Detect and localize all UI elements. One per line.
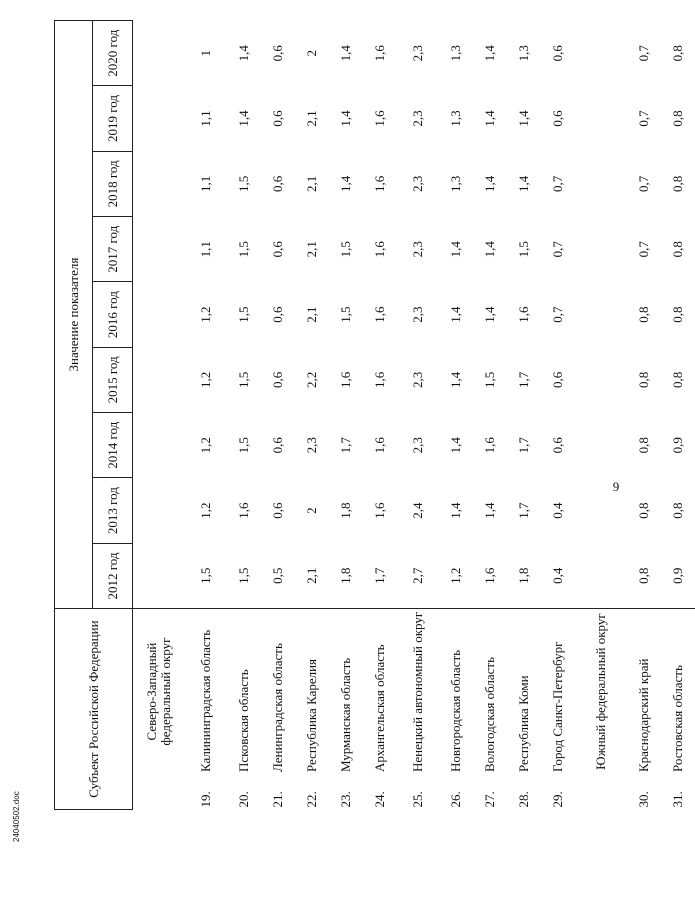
value-cell [133, 21, 185, 86]
section-name: Северо-Западный федеральный округ [133, 609, 185, 774]
value-cell: 1,4 [515, 110, 531, 127]
table-row [261, 21, 295, 810]
value-cell: 1,2 [197, 306, 213, 323]
value-cell [575, 478, 627, 543]
value-cell: 1,2 [197, 502, 213, 519]
value-cell: 1,4 [481, 110, 497, 127]
value-cell [133, 543, 185, 608]
value-cell: 1,6 [371, 437, 387, 454]
value-cell: 0,6 [269, 437, 285, 454]
rotated-content [22, 20, 685, 880]
value-cell [133, 151, 185, 216]
value-cell: 1,7 [515, 371, 531, 389]
value-cell: 2,1 [303, 175, 319, 193]
row-number: 25. [409, 791, 425, 808]
value-cell: 2,1 [303, 567, 319, 584]
value-cell: 2,2 [303, 371, 319, 389]
value-cell: 1,2 [197, 371, 213, 389]
value-cell: 1,6 [371, 175, 387, 193]
value-cell: 2,3 [409, 241, 425, 258]
header-year: 2018 год [93, 151, 133, 216]
region-name: Архангельская область [363, 609, 397, 774]
value-cell: 1,8 [337, 502, 353, 519]
value-cell: 1,6 [481, 437, 497, 454]
value-cell: 1,7 [337, 437, 353, 454]
value-cell [575, 217, 627, 282]
value-cell: 1,7 [515, 437, 531, 454]
value-cell: 1,6 [371, 502, 387, 519]
table-row [507, 21, 541, 810]
value-cell: 0,8 [635, 306, 651, 323]
region-name: Новгородская область [439, 609, 473, 774]
value-cell: 0,9 [669, 437, 685, 454]
value-cell: 2,3 [409, 437, 425, 454]
value-cell: 0,6 [269, 502, 285, 519]
value-cell: 1,5 [515, 241, 531, 258]
value-cell: 1,5 [235, 241, 251, 258]
value-cell [133, 413, 185, 478]
value-cell: 1,4 [481, 45, 497, 62]
region-name: Калининградская область [185, 609, 227, 774]
row-number [133, 774, 185, 809]
value-cell: 2,1 [303, 241, 319, 258]
table-row [473, 21, 507, 810]
value-cell: 1,7 [371, 567, 387, 584]
value-cell: 0,8 [635, 371, 651, 389]
value-cell: 1,2 [197, 437, 213, 454]
value-cell: 1,4 [481, 502, 497, 519]
value-cell: 0,7 [635, 175, 651, 193]
table-section-row [575, 21, 627, 810]
row-number: 24. [371, 791, 387, 808]
footer-code: 24040502.doc [12, 791, 21, 842]
table-row [363, 21, 397, 810]
value-cell [133, 478, 185, 543]
value-cell: 0,6 [549, 110, 565, 127]
table-row [397, 21, 439, 810]
value-cell [575, 543, 627, 608]
header-value-group: Значение показателя [55, 21, 93, 609]
value-cell: 0,7 [635, 45, 651, 62]
value-cell [575, 86, 627, 151]
value-cell: 1,1 [197, 110, 213, 127]
value-cell: 0,6 [269, 45, 285, 62]
value-cell: 1,3 [447, 110, 463, 127]
value-cell: 0,7 [549, 175, 565, 193]
table-row [661, 21, 695, 810]
row-number: 23. [337, 791, 353, 808]
value-cell: 2,1 [303, 306, 319, 323]
value-cell: 1,4 [481, 175, 497, 193]
value-cell: 1,4 [337, 175, 353, 193]
value-cell: 2,3 [409, 45, 425, 62]
value-cell: 1,4 [447, 306, 463, 323]
value-cell: 1,6 [481, 567, 497, 584]
header-year: 2016 год [93, 282, 133, 347]
header-year: 2012 год [93, 543, 133, 608]
header-year: 2019 год [93, 86, 133, 151]
value-cell: 0,7 [549, 306, 565, 323]
value-cell: 1,3 [515, 45, 531, 62]
value-cell: 0,6 [269, 306, 285, 323]
value-cell: 1,6 [371, 241, 387, 258]
value-cell: 0,8 [669, 502, 685, 519]
value-cell: 1,4 [235, 45, 251, 62]
value-cell: 1,4 [447, 502, 463, 519]
value-cell: 1,5 [235, 567, 251, 584]
value-cell: 0,8 [669, 110, 685, 127]
value-cell: 1,5 [337, 241, 353, 258]
value-cell: 2,4 [409, 502, 425, 519]
value-cell: 1,5 [235, 437, 251, 454]
value-cell: 1,6 [337, 371, 353, 389]
region-name: Ленинградская область [261, 609, 295, 774]
value-cell: 0,6 [549, 371, 565, 389]
value-cell [133, 347, 185, 412]
region-name: Мурманская область [329, 609, 363, 774]
value-cell: 1,6 [371, 110, 387, 127]
region-name: Вологодская область [473, 609, 507, 774]
table-row [295, 21, 329, 810]
value-cell: 2,3 [409, 175, 425, 193]
value-cell: 1,4 [337, 45, 353, 62]
value-cell: 1,8 [515, 567, 531, 584]
value-cell: 1,3 [447, 45, 463, 62]
value-cell: 0,7 [635, 241, 651, 258]
table-row [627, 21, 661, 810]
value-cell: 1,4 [235, 110, 251, 127]
region-name: Ненецкий автономный округ [397, 609, 439, 774]
table-body [133, 21, 695, 810]
value-cell [575, 151, 627, 216]
value-cell: 1,4 [515, 175, 531, 193]
value-cell: 0,6 [269, 175, 285, 193]
value-cell: 1,5 [197, 567, 213, 584]
value-cell: 1,4 [481, 241, 497, 258]
region-name: Город Санкт-Петербург [541, 609, 575, 774]
value-cell: 1,5 [235, 306, 251, 323]
value-cell: 2 [303, 49, 319, 57]
row-number: 19. [197, 791, 213, 808]
value-cell: 1,6 [371, 45, 387, 62]
header-year: 2020 год [93, 21, 133, 86]
value-cell: 0,6 [269, 241, 285, 258]
value-cell: 1,6 [371, 371, 387, 389]
value-cell: 0,8 [669, 241, 685, 258]
value-cell: 0,8 [635, 502, 651, 519]
value-cell: 0,8 [635, 437, 651, 454]
value-cell: 0,8 [669, 45, 685, 62]
value-cell: 1,3 [447, 175, 463, 193]
table-row [439, 21, 473, 810]
value-cell: 2,3 [409, 110, 425, 127]
row-number: 28. [515, 791, 531, 808]
table-row [541, 21, 575, 810]
value-cell [575, 21, 627, 86]
region-name: Краснодарский край [627, 609, 661, 774]
row-number: 26. [447, 791, 463, 808]
value-cell: 0,8 [669, 175, 685, 193]
value-cell: 1,5 [481, 371, 497, 389]
row-number: 29. [549, 791, 565, 808]
value-cell: 0,7 [635, 110, 651, 127]
value-cell: 0,8 [669, 371, 685, 389]
row-number [575, 774, 627, 809]
value-cell: 2,1 [303, 110, 319, 127]
value-cell: 2,7 [409, 567, 425, 584]
header-subject: Субъект Российской Федерации [55, 609, 133, 810]
value-cell: 1,2 [447, 567, 463, 584]
value-cell: 1,7 [515, 502, 531, 519]
page-number: 9 [612, 478, 620, 494]
table-row [329, 21, 363, 810]
row-number: 20. [235, 791, 251, 808]
value-cell: 0,4 [549, 567, 565, 584]
value-cell: 1,4 [337, 110, 353, 127]
value-cell: 1,4 [447, 437, 463, 454]
row-number: 22. [303, 791, 319, 808]
value-cell: 0,6 [549, 45, 565, 62]
value-cell: 1,6 [371, 306, 387, 323]
row-number: 27. [481, 791, 497, 808]
value-cell: 0,6 [549, 437, 565, 454]
header-year: 2015 год [93, 347, 133, 412]
value-cell: 1,5 [235, 175, 251, 193]
value-cell [133, 217, 185, 282]
value-cell: 1,5 [235, 371, 251, 389]
value-cell: 0,6 [269, 110, 285, 127]
value-cell: 1,4 [481, 306, 497, 323]
value-cell: 0,5 [269, 567, 285, 584]
region-name: Республика Коми [507, 609, 541, 774]
value-cell: 0,6 [269, 371, 285, 389]
table-row [227, 21, 261, 810]
region-name: Республика Карелия [295, 609, 329, 774]
table-section-row [133, 21, 185, 810]
value-cell: 2,3 [303, 437, 319, 454]
header-year: 2017 год [93, 217, 133, 282]
indicator-table [54, 20, 695, 810]
value-cell: 1,5 [337, 306, 353, 323]
section-name: Южный федеральный округ [575, 609, 627, 774]
row-number: 21. [269, 791, 285, 808]
table-row [185, 21, 227, 810]
value-cell: 0,8 [635, 567, 651, 584]
header-year: 2014 год [93, 413, 133, 478]
value-cell [575, 413, 627, 478]
value-cell: 1,4 [447, 241, 463, 258]
value-cell: 0,9 [669, 567, 685, 584]
row-number: 31. [669, 791, 685, 808]
value-cell [133, 86, 185, 151]
value-cell: 0,7 [549, 241, 565, 258]
value-cell: 1,6 [235, 502, 251, 519]
value-cell: 0,8 [669, 306, 685, 323]
region-name: Псковская область [227, 609, 261, 774]
value-cell [133, 282, 185, 347]
value-cell: 2 [303, 507, 319, 514]
value-cell [575, 347, 627, 412]
value-cell: 2,3 [409, 371, 425, 389]
region-name: Ростовская область [661, 609, 695, 774]
value-cell: 2,3 [409, 306, 425, 323]
row-number: 30. [635, 791, 651, 808]
value-cell: 1,4 [447, 371, 463, 389]
value-cell: 1 [197, 49, 213, 57]
value-cell [575, 282, 627, 347]
value-cell: 0,4 [549, 502, 565, 519]
value-cell: 1,1 [197, 175, 213, 193]
value-cell: 1,8 [337, 567, 353, 584]
header-year: 2013 год [93, 478, 133, 543]
value-cell: 1,6 [515, 306, 531, 323]
value-cell: 1,1 [197, 241, 213, 258]
